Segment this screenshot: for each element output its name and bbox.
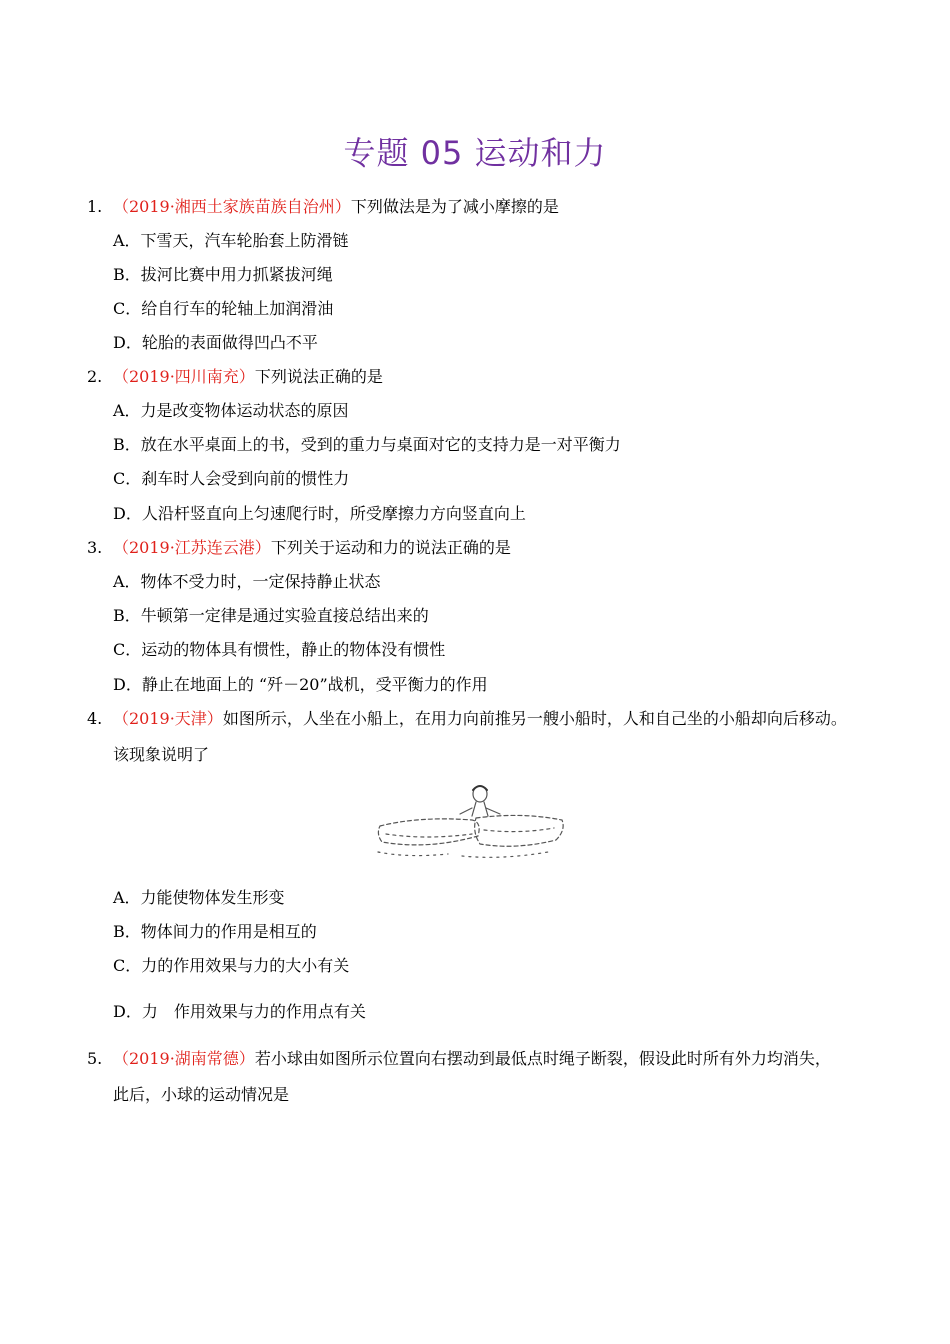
option-a: A．力是改变物体运动状态的原因 xyxy=(113,401,349,420)
question-source: （2019·江苏连云港） xyxy=(113,538,271,557)
option-c: C．刹车时人会受到向前的惯性力 xyxy=(113,469,350,488)
option-d: D．人沿杆竖直向上匀速爬行时，所受摩擦力方向竖直向上 xyxy=(113,504,526,523)
option-d: D．力 作用效果与力的作用点有关 xyxy=(113,1002,366,1021)
question-5 xyxy=(87,1048,831,1070)
question-source: （2019·四川南充） xyxy=(113,367,255,386)
question-3 xyxy=(87,537,511,559)
question-stem: 若小球由如图所示位置向右摆动到最低点时绳子断裂，假设此时所有外力均消失， xyxy=(254,1049,831,1068)
option-a: A．力能使物体发生形变 xyxy=(113,888,285,907)
option-b: B．拔河比赛中用力抓紧拔河绳 xyxy=(113,265,333,284)
question-stem-continued: 该现象说明了 xyxy=(113,745,210,764)
boat-left-inner xyxy=(386,834,472,837)
option-c: C．运动的物体具有惯性，静止的物体没有惯性 xyxy=(113,640,446,659)
question-stem: 下列说法正确的是 xyxy=(254,367,383,386)
question-source: （2019·湖南常德） xyxy=(113,1049,255,1068)
question-4 xyxy=(87,708,847,730)
boat-left xyxy=(378,819,479,845)
question-number: 5. xyxy=(87,1049,103,1068)
boat-right xyxy=(475,815,563,846)
question-number: 4. xyxy=(87,709,103,728)
option-b: B．物体间力的作用是相互的 xyxy=(113,922,317,941)
question-number: 2. xyxy=(87,367,103,386)
option-a: A．物体不受力时，一定保持静止状态 xyxy=(113,572,381,591)
option-d: D．轮胎的表面做得凹凸不平 xyxy=(113,333,318,352)
question-source: （2019·湘西土家族苗族自治州） xyxy=(113,197,351,216)
page-title: 专题 05 运动和力 xyxy=(343,134,607,172)
option-d: D．静止在地面上的 “歼－20”战机，受平衡力的作用 xyxy=(113,675,488,694)
person-body xyxy=(472,802,488,816)
question-number: 1. xyxy=(87,197,103,216)
question-stem: 如图所示，人坐在小船上，在用力向前推另一艘小船时，人和自己坐的小船却向后移动。 xyxy=(222,709,847,728)
question-stem: 下列做法是为了减小摩擦的是 xyxy=(350,197,559,216)
boat-figure xyxy=(372,780,568,864)
question-source: （2019·天津） xyxy=(113,709,223,728)
boat-right-inner xyxy=(484,828,554,832)
option-a: A．下雪天，汽车轮胎套上防滑链 xyxy=(113,231,349,250)
option-b: B．放在水平桌面上的书，受到的重力与桌面对它的支持力是一对平衡力 xyxy=(113,435,621,454)
person-hair xyxy=(473,786,487,790)
question-2 xyxy=(87,366,383,388)
question-number: 3. xyxy=(87,538,103,557)
question-stem: 下列关于运动和力的说法正确的是 xyxy=(270,538,511,557)
water-lines xyxy=(378,852,548,857)
option-b: B．牛顿第一定律是通过实验直接总结出来的 xyxy=(113,606,429,625)
question-stem-continued: 此后，小球的运动情况是 xyxy=(113,1085,290,1104)
option-c: C．给自行车的轮轴上加润滑油 xyxy=(113,299,334,318)
person-arms xyxy=(460,808,500,814)
question-1 xyxy=(87,196,559,218)
option-c: C．力的作用效果与力的大小有关 xyxy=(113,956,350,975)
